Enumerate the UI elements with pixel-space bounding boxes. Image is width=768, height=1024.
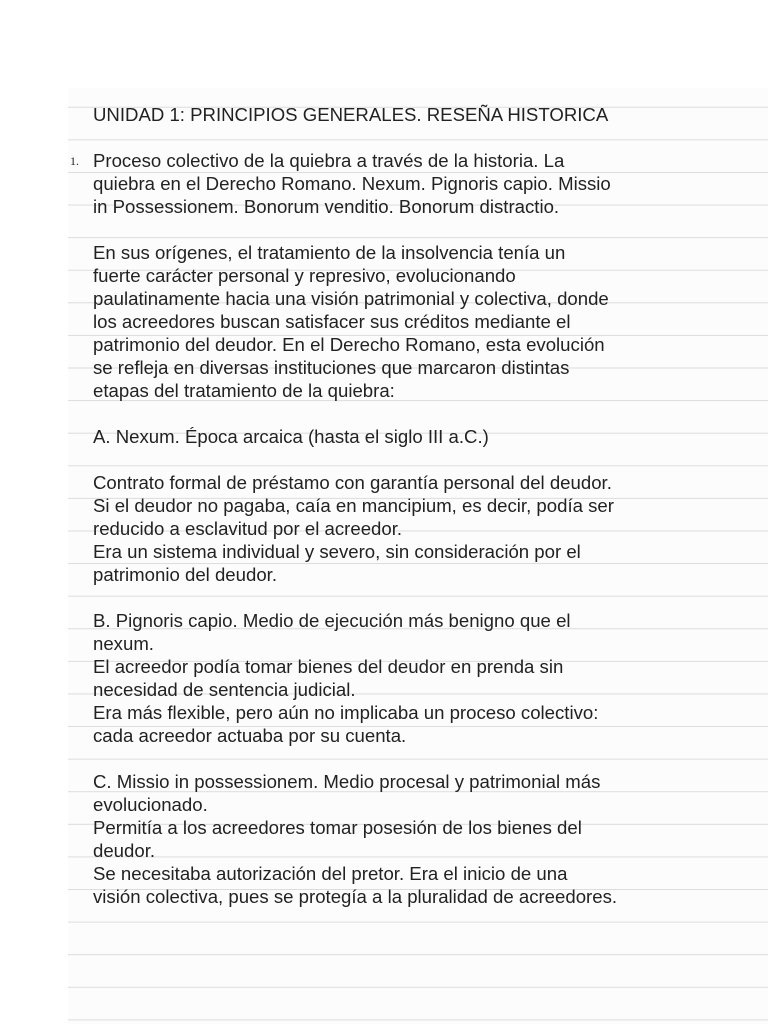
section-b: B. Pignoris capio. Medio de ejecución más benigno que el nexum. El acreedor podía tomar bienes del deudor en prenda sin necesidad de sentencia judicial. Era más flexible, pero aún no implicaba un proceso colectivo: cada acreedor actuaba por su cuenta. <box>93 610 599 746</box>
section-c: C. Missio in possessionem. Medio procesal y patrimonial más evolucionado. Permitía a los acreedores tomar posesión de los bienes del deudor. Se necesitaba autorización del pretor. Era el inicio de una visión colectiva, pues se protegía a la pluralidad de acreedores. <box>93 771 618 907</box>
page-title: UNIDAD 1: PRINCIPIOS GENERALES. RESEÑA HISTORICA <box>93 104 609 125</box>
item-text: Proceso colectivo de la quiebra a través de la historia. La quiebra en el Derecho Romano. Nexum. Pignoris capio. Missio in Possessionem. Bonorum venditio. Bonorum distractio. <box>93 150 611 217</box>
intro-paragraph: En sus orígenes, el tratamiento de la insolvencia tenía un fuerte carácter personal y represivo, evolucionando paulatinamente hacia una visión patrimonial y colectiva, donde los acreedores buscan satisfacer sus créditos mediante el patrimonio del deudor. En el Derecho Romano, esta evolución se refleja en diversas instituciones que marcaron distintas etapas del tratamiento de la quiebra: <box>93 242 609 401</box>
document-body <box>70 103 693 908</box>
section-a-heading: A. Nexum. Época arcaica (hasta el siglo III a.C.) <box>93 426 489 447</box>
numbered-item <box>70 149 693 218</box>
section-a-body: Contrato formal de préstamo con garantía personal del deudor. Si el deudor no pagaba, caía en mancipium, es decir, podía ser reducido a esclavitud por el acreedor. Era un sistema individual y severo, sin consideración por el patrimonio del deudor. <box>93 472 614 585</box>
item-number: 1. <box>70 154 79 168</box>
